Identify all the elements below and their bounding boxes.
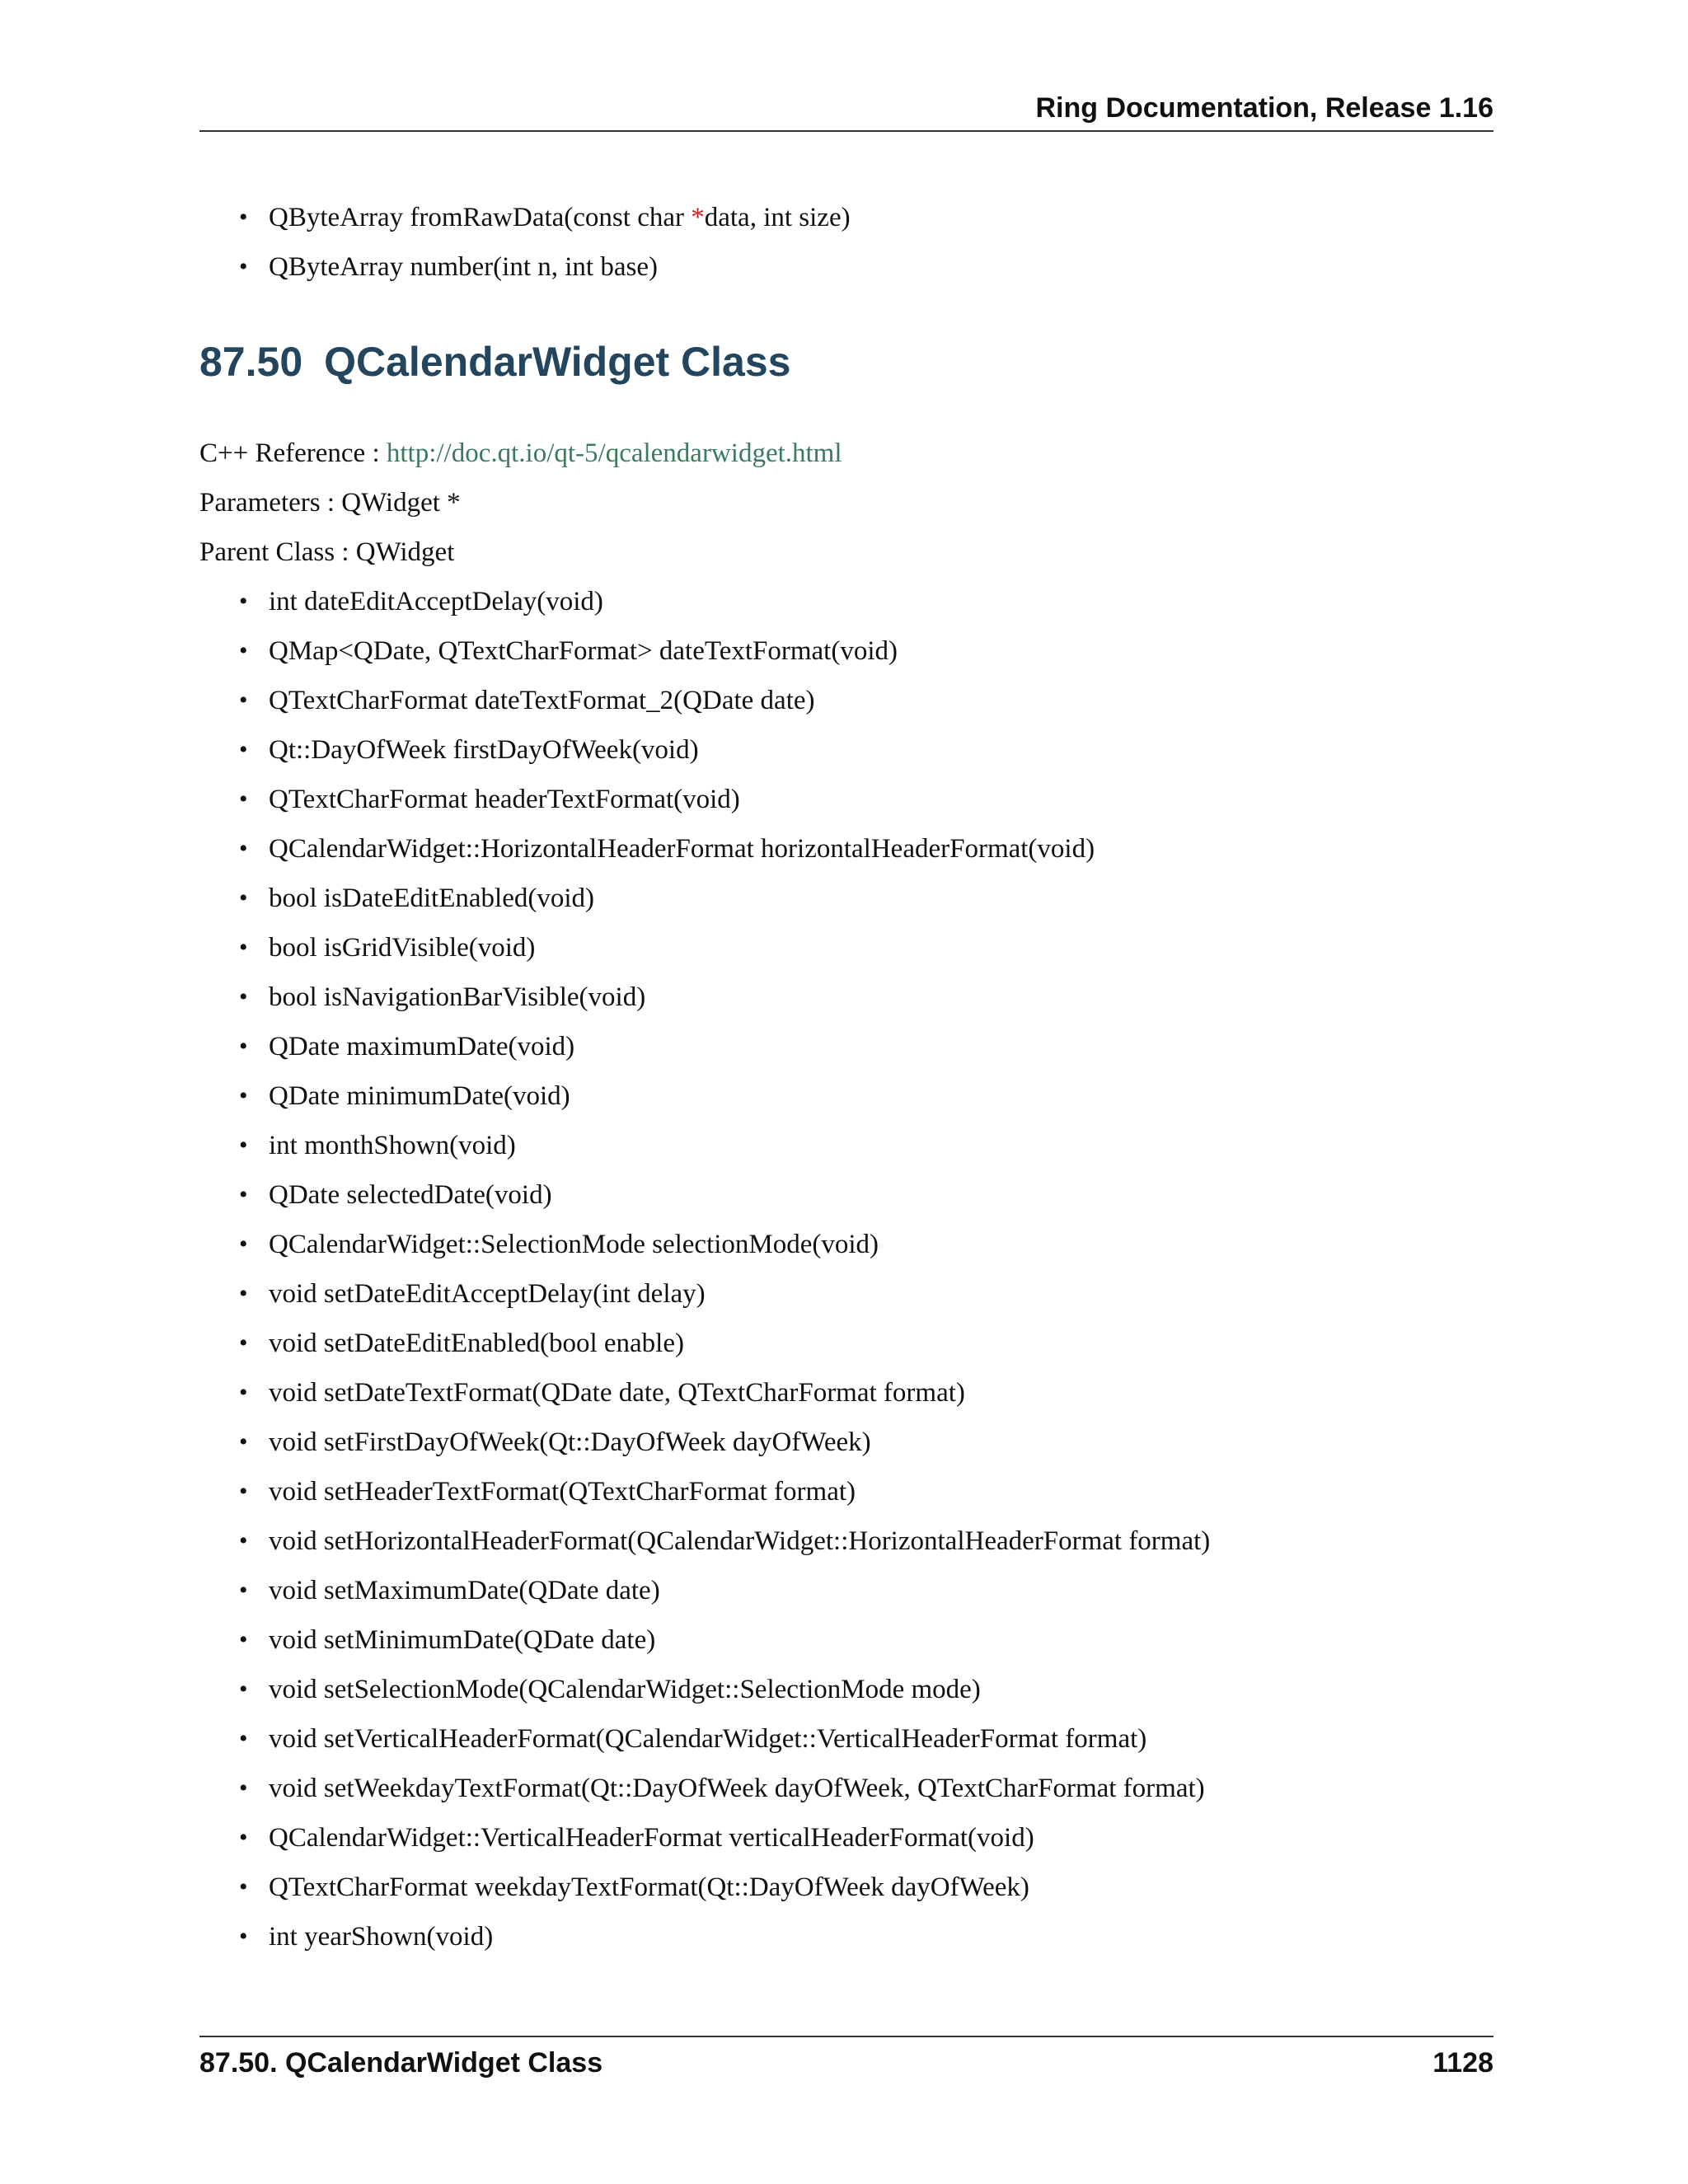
page-number: 1128: [1432, 2047, 1493, 2079]
parent-class-line: Parent Class : QWidget: [199, 537, 455, 567]
method-text-end: data, int size): [704, 203, 851, 232]
method-item: • int yearShown(void): [239, 1912, 1210, 1961]
section-number: 87.50: [199, 339, 303, 385]
list-item: [239, 193, 851, 242]
method-item: • QCalendarWidget::SelectionMode selectionMode(void): [239, 1220, 1210, 1269]
previous-methods-list: [239, 193, 851, 292]
document-page: [199, 0, 1493, 2184]
reference-link[interactable]: http://doc.qt.io/qt-5/qcalendarwidget.html: [386, 438, 842, 468]
method-text-start: QByteArray fromRawData(const char: [269, 203, 692, 232]
method-item: • bool isNavigationBarVisible(void): [239, 972, 1210, 1022]
running-header: Ring Documentation, Release 1.16: [1035, 92, 1493, 124]
method-item: • QCalendarWidget::HorizontalHeaderFormat horizontalHeaderFormat(void): [239, 824, 1210, 874]
method-item: • bool isDateEditEnabled(void): [239, 874, 1210, 923]
reference-label: C++ Reference :: [199, 438, 387, 468]
cpp-reference: [199, 429, 842, 478]
method-text: QByteArray number(int n, int base): [269, 252, 658, 282]
footer-section-label: 87.50. QCalendarWidget Class: [199, 2047, 603, 2079]
method-item: • QTextCharFormat headerTextFormat(void): [239, 775, 1210, 824]
section-heading: [199, 338, 790, 386]
method-item: • QTextCharFormat weekdayTextFormat(Qt::DayOfWeek dayOfWeek): [239, 1863, 1210, 1912]
method-item: • void setVerticalHeaderFormat(QCalendarWidget::VerticalHeaderFormat format): [239, 1714, 1210, 1764]
method-item: • QDate minimumDate(void): [239, 1071, 1210, 1121]
pointer-star: *: [691, 203, 705, 232]
method-item: • void setSelectionMode(QCalendarWidget::SelectionMode mode): [239, 1665, 1210, 1714]
method-item: • QTextCharFormat dateTextFormat_2(QDate date): [239, 676, 1210, 725]
method-item: • void setHeaderTextFormat(QTextCharFormat format): [239, 1467, 1210, 1516]
method-item: • void setDateTextFormat(QDate date, QTextCharFormat format): [239, 1368, 1210, 1418]
method-item: • QMap<QDate, QTextCharFormat> dateTextFormat(void): [239, 626, 1210, 676]
method-item: • void setWeekdayTextFormat(Qt::DayOfWeek dayOfWeek, QTextCharFormat format): [239, 1764, 1210, 1813]
method-item: • void setDateEditAcceptDelay(int delay): [239, 1269, 1210, 1319]
methods-list: [239, 577, 1210, 1961]
method-item: • int dateEditAcceptDelay(void): [239, 577, 1210, 626]
method-item: • void setMaximumDate(QDate date): [239, 1566, 1210, 1615]
footer-divider: [199, 2036, 1493, 2037]
method-item: • QCalendarWidget::VerticalHeaderFormat verticalHeaderFormat(void): [239, 1813, 1210, 1863]
method-item: • void setHorizontalHeaderFormat(QCalendarWidget::HorizontalHeaderFormat format): [239, 1516, 1210, 1566]
header-divider: [199, 130, 1493, 132]
method-item: • int monthShown(void): [239, 1121, 1210, 1170]
method-item: • bool isGridVisible(void): [239, 923, 1210, 972]
method-item: • void setDateEditEnabled(bool enable): [239, 1319, 1210, 1368]
method-item: • Qt::DayOfWeek firstDayOfWeek(void): [239, 725, 1210, 775]
list-item: [239, 242, 851, 292]
method-item: • QDate selectedDate(void): [239, 1170, 1210, 1220]
section-title: QCalendarWidget Class: [324, 339, 791, 385]
method-item: • void setFirstDayOfWeek(Qt::DayOfWeek dayOfWeek): [239, 1418, 1210, 1467]
method-item: • void setMinimumDate(QDate date): [239, 1615, 1210, 1665]
parameters-line: Parameters : QWidget *: [199, 488, 461, 518]
method-item: • QDate maximumDate(void): [239, 1022, 1210, 1071]
